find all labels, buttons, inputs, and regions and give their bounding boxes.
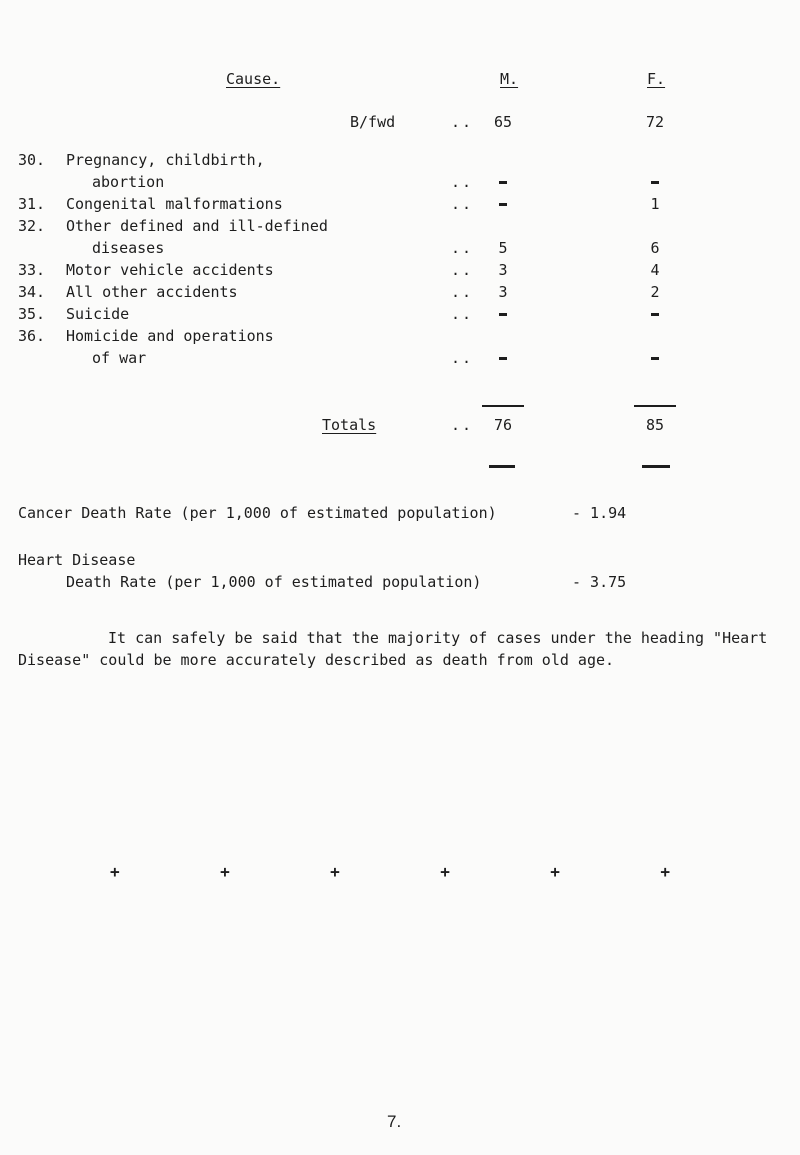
row-cause-cont: of war — [92, 349, 147, 367]
row-dots: .. — [451, 283, 474, 301]
bfwd-female: 72 — [645, 113, 665, 131]
double-rule-female — [642, 465, 670, 468]
row-male-dash — [483, 349, 523, 367]
row-male-dash — [483, 305, 523, 323]
bfwd-label: B/fwd — [350, 113, 396, 131]
totals-rule-male — [482, 405, 524, 407]
bfwd-dots: .. — [451, 113, 474, 131]
cross-separator — [110, 862, 670, 881]
totals-label: Totals — [322, 416, 377, 434]
body-paragraph — [18, 627, 788, 671]
header-male: M. — [500, 70, 519, 88]
row-male: 3 — [498, 283, 508, 301]
page-number: 7. — [387, 1112, 402, 1131]
row-number: 32. — [18, 217, 46, 235]
heart-rate-value: - 3.75 — [572, 573, 627, 591]
row-male: 3 — [498, 261, 508, 279]
row-dots: .. — [451, 305, 474, 323]
row-number: 35. — [18, 305, 46, 323]
row-number: 36. — [18, 327, 46, 345]
row-cause-cont: abortion — [92, 173, 165, 191]
heart-rate-text: Death Rate (per 1,000 of estimated population) — [66, 573, 482, 591]
row-cause: Other defined and ill-defined — [66, 217, 328, 235]
totals-male: 76 — [493, 416, 513, 434]
cross-mark: + — [660, 862, 670, 881]
row-dots: .. — [451, 261, 474, 279]
row-dots: .. — [451, 173, 474, 191]
row-dots: .. — [451, 239, 474, 257]
row-female: 2 — [650, 283, 660, 301]
cross-mark: + — [220, 862, 230, 881]
row-number: 31. — [18, 195, 46, 213]
row-female-dash — [635, 349, 675, 367]
row-female: 6 — [650, 239, 660, 257]
row-cause: All other accidents — [66, 283, 238, 301]
row-male: 5 — [498, 239, 508, 257]
body-paragraph-text: It can safely be said that the majority of cases under the heading "Heart Disease" could be more accurately described as death from old age. — [18, 629, 768, 669]
row-female: 4 — [650, 261, 660, 279]
cross-mark: + — [110, 862, 120, 881]
row-dots: .. — [451, 195, 474, 213]
row-cause: Congenital malformations — [66, 195, 283, 213]
cancer-rate-value: - 1.94 — [572, 504, 627, 522]
cross-mark: + — [330, 862, 340, 881]
row-male-dash — [483, 195, 523, 213]
totals-female: 85 — [645, 416, 665, 434]
row-male-dash — [483, 173, 523, 191]
row-cause: Motor vehicle accidents — [66, 261, 274, 279]
row-number: 34. — [18, 283, 46, 301]
row-cause: Pregnancy, childbirth, — [66, 151, 265, 169]
totals-dots: .. — [451, 416, 474, 434]
bfwd-male: 65 — [493, 113, 513, 131]
row-female-dash — [635, 305, 675, 323]
row-cause: Suicide — [66, 305, 130, 323]
row-number: 33. — [18, 261, 46, 279]
row-cause-cont: diseases — [92, 239, 165, 257]
double-rule-male — [489, 465, 515, 468]
cross-mark: + — [440, 862, 450, 881]
totals-rule-female — [634, 405, 676, 407]
header-cause: Cause. — [226, 70, 281, 88]
row-dots: .. — [451, 349, 474, 367]
cross-mark: + — [550, 862, 560, 881]
header-female: F. — [647, 70, 666, 88]
row-female: 1 — [650, 195, 660, 213]
cancer-rate-text: Cancer Death Rate (per 1,000 of estimated population) — [18, 504, 497, 522]
row-number: 30. — [18, 151, 46, 169]
heart-disease-title: Heart Disease — [18, 551, 136, 569]
row-female-dash — [635, 173, 675, 191]
row-cause: Homicide and operations — [66, 327, 274, 345]
